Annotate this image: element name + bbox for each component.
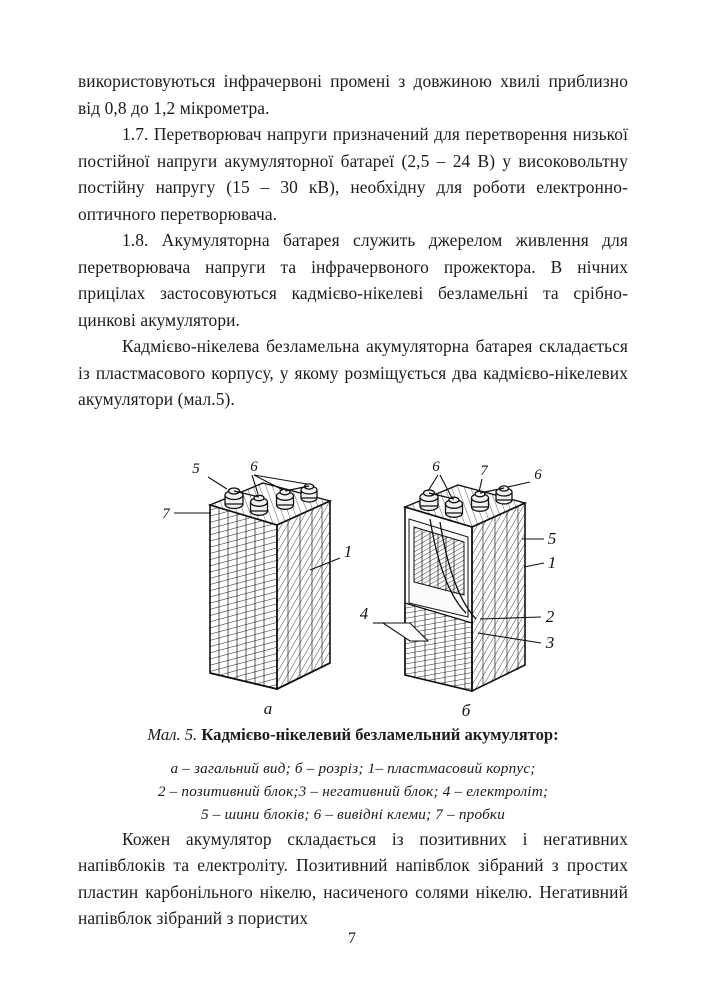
paragraph-1: використовуються інфрачервоні промені з довжиною хвилі приблизно від 0,8 до 1,2 мікрометра.: [78, 71, 628, 118]
callout-b-4: 4: [359, 603, 369, 623]
figure-caption: [78, 723, 628, 826]
battery-diagram-svg: [78, 427, 628, 717]
figure-battery-illustration: [78, 427, 628, 717]
callout-b-6b: 6: [534, 466, 542, 483]
callout-a-6: 6: [250, 458, 258, 475]
page-content: [78, 68, 628, 932]
caption-title: Кадмієво-нікелевий безламельний акумулятор:: [201, 724, 559, 744]
caption-main-line: [78, 723, 628, 747]
callout-a-5: 5: [192, 460, 200, 477]
callout-a-1: 1: [343, 541, 353, 561]
caption-legend-line-1: а – загальний вид; б – розріз; 1– пластмасовий корпус;: [170, 759, 536, 777]
paragraph-5: Кожен акумулятор складається із позитивних і негативних напівблоків та електроліту. Позитивний напівблок зібраний з простих пластин карбонільного нікелю, насиченого солями нікелю. Негативний напівблок зібраний з пористих: [78, 828, 628, 928]
battery-view-a: [162, 459, 352, 717]
paragraph-2: 1.7. Перетворювач напруги призначений для перетворення низької постійної напруги акумуляторної батареї (2,5 – 24 В) у високовольтну постійну напругу (15 – 30 кВ), необхідну для роботи електронно-оптичного перетворювача.: [78, 124, 628, 224]
battery-view-b: [360, 459, 557, 717]
callout-b-3: 3: [545, 632, 555, 652]
page-number: 7: [348, 930, 356, 947]
callout-b-2: 2: [545, 606, 555, 626]
caption-legend-line-2: 2 – позитивний блок;3 – негативний блок; 4 – електроліт;: [157, 782, 549, 800]
caption-legend-line-3: 5 – шини блоків; 6 – вивідні клеми; 7 – пробки: [200, 805, 506, 823]
callout-b-7: 7: [480, 462, 488, 479]
callout-b-1: 1: [547, 552, 557, 572]
caption-figure-number: Мал. 5.: [147, 724, 198, 744]
callout-b-5: 5: [547, 528, 557, 548]
paragraph-3: 1.8. Акумуляторна батарея служить джерелом живлення для перетворювача напруги та інфрачервоного прожектора. В нічних прицілах застосовуються кадмієво-нікелеві безламельні та срібно-цинкові акумулятори.: [78, 230, 628, 330]
paragraph-4: Кадмієво-нікелева безламельна акумуляторна батарея складається із пластмасового корпусу, у якому розміщується два кадмієво-нікелевих акумулятори (мал.5).: [78, 336, 628, 409]
figure-label-a: а: [263, 698, 273, 717]
callout-a-7: 7: [162, 505, 170, 522]
callout-b-6a: 6: [432, 458, 440, 475]
figure-label-b: б: [461, 700, 471, 717]
